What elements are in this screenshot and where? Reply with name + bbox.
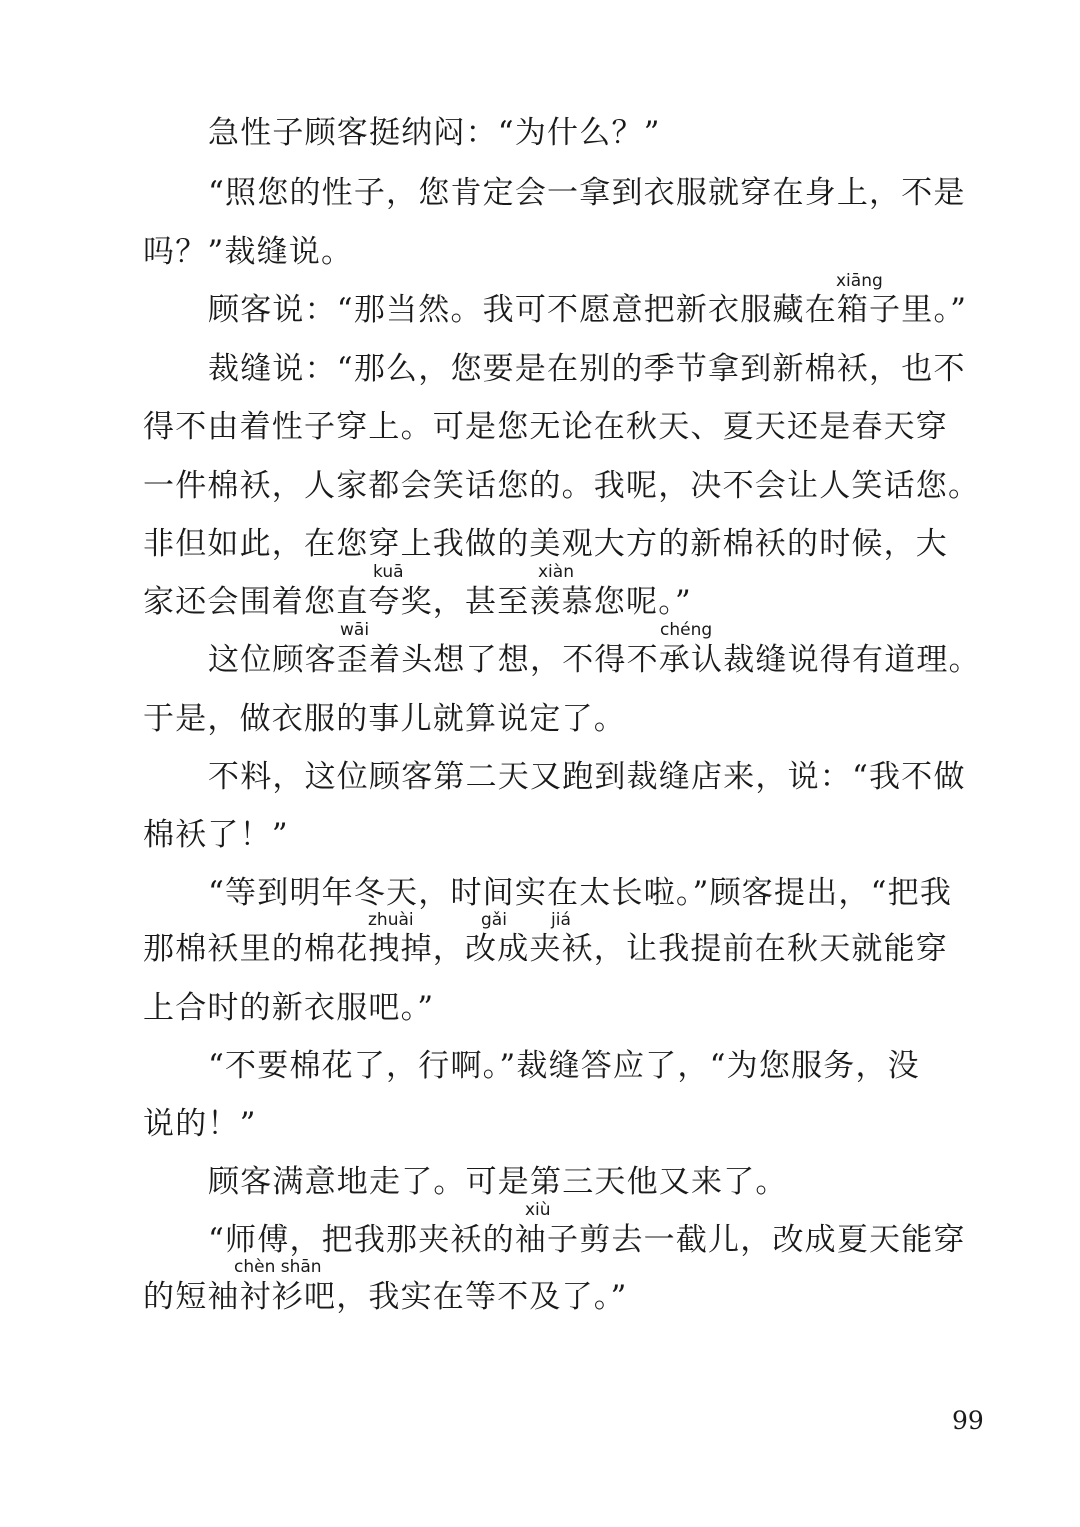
text-line-5: 裁缝说：“那么，您要是在别的季节拿到新棉袄，也不 (208, 351, 966, 387)
text-line-8: 非但如此，在您穿上我做的美观大方的新棉袄的时候，大 (143, 526, 948, 562)
text-line-12: 不料，这位顾客第二天又跑到裁缝店来，说：“我不做 (208, 759, 966, 795)
pinyin-chenshan: chèn shān (234, 1257, 322, 1277)
text-line-15: 那棉袄里的棉花拽掉，改成夹袄，让我提前在秋天就能穿 (143, 931, 948, 967)
text-line-3: 吗？”裁缝说。 (143, 234, 354, 270)
pinyin-wai: wāi (340, 620, 370, 640)
pinyin-xian: xiàn (538, 562, 574, 582)
text-line-9: 家还会围着您直夸奖，甚至羡慕您呢。” (143, 584, 692, 620)
text-line-14: “等到明年冬天，时间实在太长啦。”顾客提出，“把我 (208, 875, 953, 911)
text-line-2: “照您的性子，您肯定会一拿到衣服就穿在身上，不是 (208, 175, 966, 211)
text-line-20: “师傅，把我那夹袄的袖子剪去一截儿，改成夏天能穿 (208, 1222, 966, 1258)
text-line-17: “不要棉花了，行啊。”裁缝答应了，“为您服务，没 (208, 1048, 920, 1084)
text-line-16: 上合时的新衣服吧。” (143, 990, 435, 1026)
text-line-6: 得不由着性子穿上。可是您无论在秋天、夏天还是春天穿 (143, 409, 948, 445)
text-line-10: 这位顾客歪着头想了想，不得不承认裁缝说得有道理。 (208, 642, 981, 678)
text-line-19: 顾客满意地走了。可是第三天他又来了。 (208, 1164, 788, 1200)
text-line-7: 一件棉袄，人家都会笑话您的。我呢，决不会让人笑话您。 (143, 468, 981, 504)
pinyin-gai: gǎi (481, 910, 507, 930)
text-line-4: 顾客说：“那当然。我可不愿意把新衣服藏在箱子里。” (208, 292, 968, 328)
pinyin-cheng: chéng (660, 620, 713, 640)
text-line-11: 于是，做衣服的事儿就算说定了。 (143, 701, 626, 737)
text-line-18: 说的！” (143, 1106, 257, 1142)
page-number: 99 (952, 1406, 984, 1435)
text-line-13: 棉袄了！” (143, 817, 289, 853)
pinyin-jia: jiá (551, 910, 571, 930)
text-line-21: 的短袖衬衫吧，我实在等不及了。” (143, 1279, 628, 1315)
pinyin-xiu: xiù (525, 1200, 551, 1220)
text-line-1: 急性子顾客挺纳闷：“为什么？” (208, 115, 661, 151)
pinyin-kua: kuā (373, 562, 404, 582)
pinyin-xiang: xiāng (836, 271, 883, 291)
pinyin-zhuai: zhuài (368, 910, 414, 930)
